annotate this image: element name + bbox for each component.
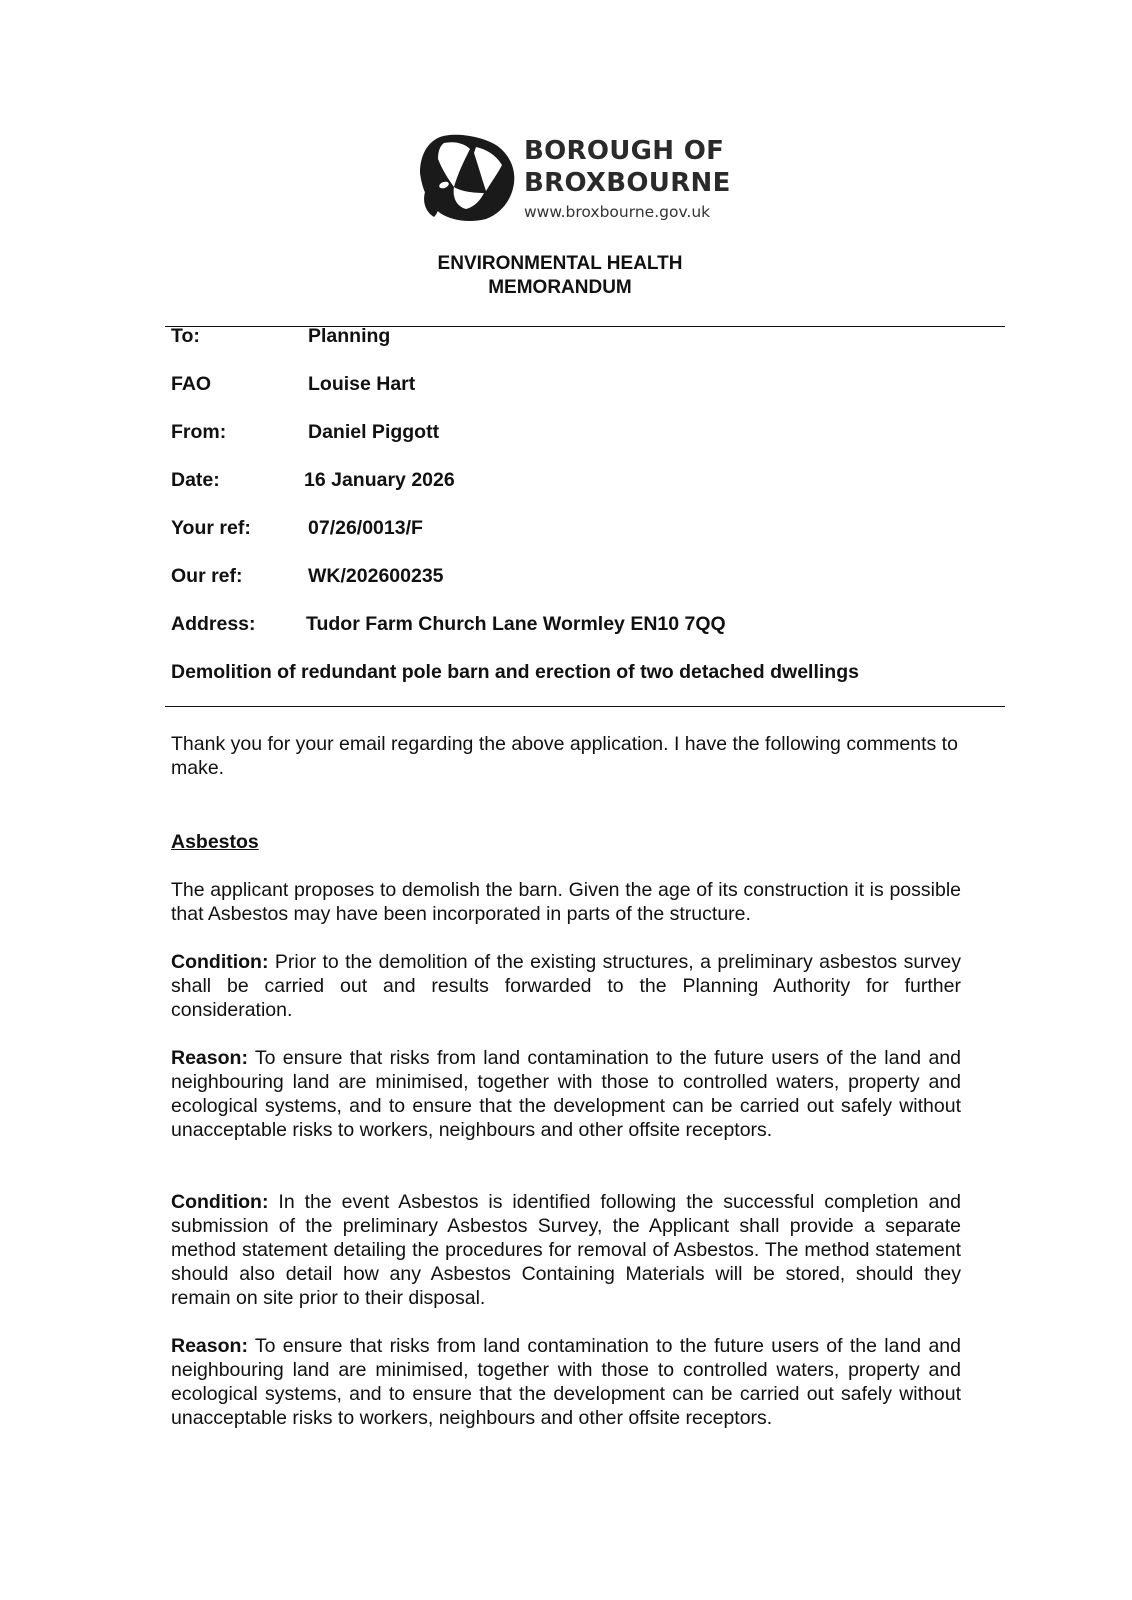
condition-2-text: In the event Asbestos is identified following the successful completion and submission of the preliminary Asbestos Survey, the Applicant shall provide a separate method statement detailing the procedures for removal of Asbestos. The method statement should also detail how any Asbestos Containing Materials will be stored, should they remain on site prior to their disposal. bbox=[171, 1191, 961, 1309]
field-label-fao: FAO bbox=[171, 373, 212, 395]
bottom-divider bbox=[165, 706, 1005, 707]
top-divider bbox=[165, 326, 1005, 327]
field-value-to: Planning bbox=[308, 325, 391, 347]
memo-title-line-2: MEMORANDUM bbox=[488, 277, 632, 298]
reason-2-text: To ensure that risks from land contamination to the future users of the land and neighbouring land are minimised, together with those to controlled waters, property and ecological systems, and to ensure that the development can be carried out safely without unacceptable risks to workers, neighbours and other offsite receptors. bbox=[171, 1335, 961, 1429]
section-heading-asbestos: Asbestos bbox=[171, 831, 259, 853]
logo-text bbox=[524, 135, 731, 199]
condition-1-text: Prior to the demolition of the existing structures, a preliminary asbestos survey shall be carried out and results forwarded to the Planning Authority for further consideration. bbox=[171, 951, 962, 1021]
field-value-from: Daniel Piggott bbox=[308, 421, 440, 443]
reason-2 bbox=[171, 1334, 961, 1430]
condition-1 bbox=[171, 950, 961, 1022]
application-subject: Demolition of redundant pole barn and erection of two detached dwellings bbox=[171, 661, 859, 683]
memo-title-line-1: ENVIRONMENTAL HEALTH bbox=[437, 253, 683, 274]
intro-paragraph: Thank you for your email regarding the above application. I have the following comments to make. bbox=[171, 733, 958, 779]
asbestos-paragraph: The applicant proposes to demolish the barn. Given the age of its construction it is possible that Asbestos may have been incorporated in parts of the structure. bbox=[171, 879, 961, 925]
badger-icon bbox=[418, 133, 518, 223]
condition-1-label: Condition: bbox=[171, 951, 269, 973]
reason-1-text: To ensure that risks from land contamination to the future users of the land and neighbouring land are minimised, together with those to controlled waters, property and ecological systems, and to ensure that the development can be carried out safely without unacceptable risks to workers, neighbours and other offsite receptors. bbox=[171, 1047, 961, 1141]
field-value-address: Tudor Farm Church Lane Wormley EN10 7QQ bbox=[306, 613, 726, 635]
field-label-our-ref: Our ref: bbox=[171, 565, 243, 587]
reason-1 bbox=[171, 1046, 961, 1142]
field-label-your-ref: Your ref: bbox=[171, 517, 251, 539]
council-logo bbox=[418, 133, 731, 233]
logo-line-1: BOROUGH OF bbox=[524, 136, 725, 166]
field-value-date: 16 January 2026 bbox=[304, 469, 455, 491]
field-value-your-ref: 07/26/0013/F bbox=[308, 517, 423, 539]
condition-2 bbox=[171, 1190, 961, 1310]
logo-url: www.broxbourne.gov.uk bbox=[524, 203, 711, 221]
field-label-address: Address: bbox=[171, 613, 256, 635]
field-label-from: From: bbox=[171, 421, 227, 443]
reason-1-label: Reason: bbox=[171, 1047, 248, 1069]
field-label-to: To: bbox=[171, 325, 200, 347]
logo-line-2: BROXBOURNE bbox=[524, 168, 731, 198]
field-value-our-ref: WK/202600235 bbox=[308, 565, 444, 587]
field-label-date: Date: bbox=[171, 469, 220, 491]
field-value-fao: Louise Hart bbox=[308, 373, 416, 395]
reason-2-label: Reason: bbox=[171, 1335, 248, 1357]
condition-2-label: Condition: bbox=[171, 1191, 269, 1213]
